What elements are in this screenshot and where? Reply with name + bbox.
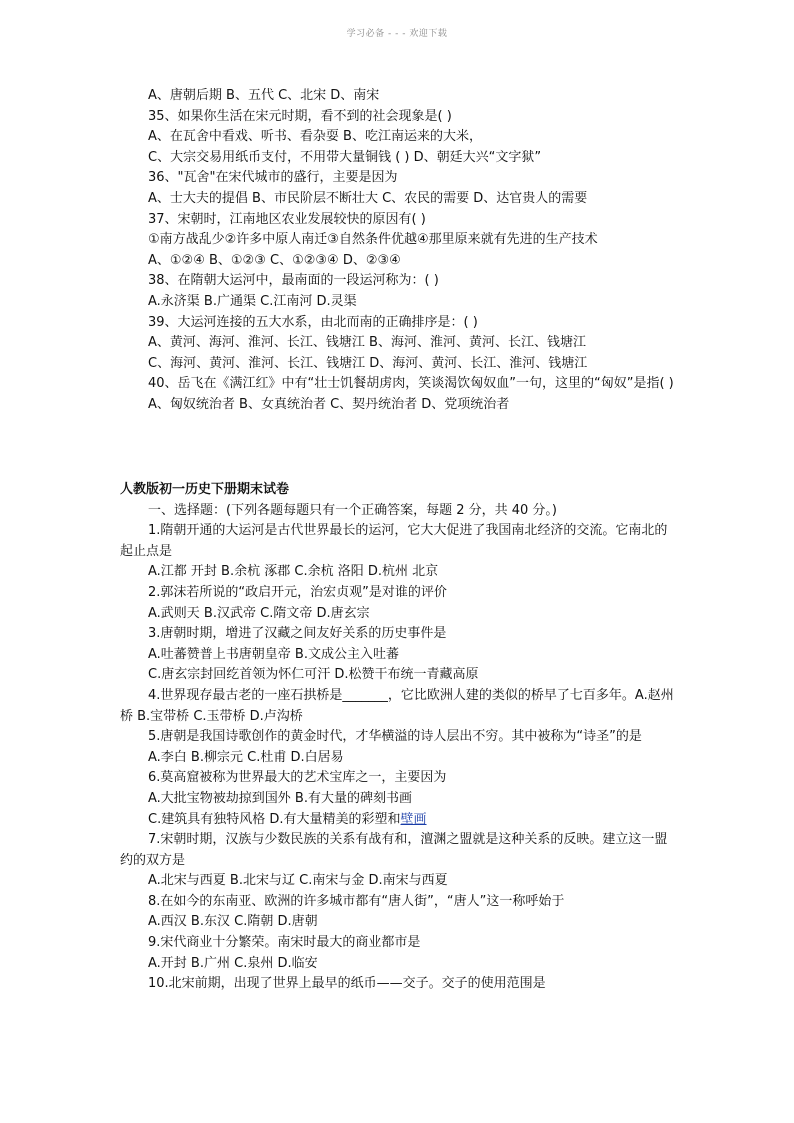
- q3-stem: 3.唐朝时期，增进了汉藏之间友好关系的历史事件是: [148, 626, 447, 642]
- q35-options-cd: C、大宗交易用纸币支付，不用带大量铜钱 ( ) D、朝廷大兴“文字狱”: [148, 149, 542, 165]
- q37-items: ①南方战乱少②许多中原人南迁③自然条件优越④那里原来就有先进的生产技术: [148, 232, 598, 248]
- q39-stem: 39、大运河连接的五大水系，由北而南的正确排序是：( ): [148, 314, 478, 330]
- q39-options-ab: A、黄河、海河、淮河、长江、钱塘江 B、海河、淮河、黄河、长江、钱塘江: [148, 335, 586, 351]
- q2-options: A.武则天 B.汉武帝 C.隋文帝 D.唐玄宗: [148, 605, 370, 621]
- q36-options: A、士大夫的提倡 B、市民阶层不断壮大 C、农民的需要 D、达官贵人的需要: [148, 190, 588, 206]
- q35-stem: 35、如果你生活在宋元时期，看不到的社会现象是( ): [148, 108, 452, 124]
- q5-options: A.李白 B.柳宗元 C.杜甫 D.白居易: [148, 749, 344, 765]
- page-header: 学习必备 - - - 欢迎下载: [346, 29, 448, 39]
- previous-questions: [120, 86, 680, 416]
- q5-stem: 5.唐朝是我国诗歌创作的黄金时代，才华横溢的诗人层出不穷。其中被称为“诗圣”的是: [148, 729, 642, 745]
- q37-options: A、①②④ B、①②③ C、①②③④ D、②③④: [148, 252, 401, 268]
- q3-options-cd: C.唐玄宗封回纥首领为怀仁可汗 D.松赞干布统一青藏高原: [148, 667, 479, 683]
- q34-options: A、唐朝后期 B、五代 C、北宋 D、南宋: [148, 88, 380, 103]
- q38-options: A.永济渠 B.广通渠 C.江南河 D.灵渠: [148, 293, 357, 309]
- mural-link[interactable]: 壁画: [400, 811, 427, 827]
- q35-options-ab: A、在瓦舍中看戏、听书、看杂耍 B、吃江南运来的大米，: [148, 129, 482, 145]
- q4-stem: 4.世界现存最古老的一座石拱桥是_______，它比欧洲人建的类似的桥早了七百多年。A.赵州桥 B.宝带桥 C.玉带桥 D.卢沟桥: [120, 687, 674, 724]
- q8-stem: 8.在如今的东南亚、欧洲的许多城市都有“唐人街”，“唐人”这一称呼始于: [148, 893, 565, 909]
- section-instructions: 一、选择题：(下列各题每题只有一个正确答案，每题 2 分，共 40 分。): [148, 502, 557, 518]
- q1-stem: 1.隋朝开通的大运河是古代世界最长的运河，它大大促进了我国南北经济的交流。它南北的起止点是: [120, 523, 668, 559]
- exam-section: [120, 480, 680, 995]
- q10-stem: 10.北宋前期，出现了世界上最早的纸币——交子。交子的使用范围是: [148, 976, 546, 992]
- q6-options-cd: [120, 810, 680, 831]
- q38-stem: 38、在隋朝大运河中，最南面的一段运河称为：( ): [148, 273, 439, 289]
- q7-options: A.北宋与西夏 B.北宋与辽 C.南宋与金 D.南宋与西夏: [148, 873, 448, 889]
- q8-options: A.西汉 B.东汉 C.隋朝 D.唐朝: [148, 914, 318, 930]
- q9-options: A.开封 B.广州 C.泉州 D.临安: [148, 955, 318, 971]
- q40-options: A、匈奴统治者 B、女真统治者 C、契丹统治者 D、党项统治者: [148, 396, 510, 412]
- q40-stem: 40、岳飞在《满江红》中有“壮士饥餐胡虏肉，笑谈渴饮匈奴血”一句，这里的“匈奴”是指( ): [148, 376, 674, 392]
- exam-title: 人教版初一历史下册期末试卷: [120, 482, 290, 497]
- q39-options-cd: C、海河、黄河、淮河、长江、钱塘江 D、海河、黄河、长江、淮河、钱塘江: [148, 355, 588, 371]
- q9-stem: 9.宋代商业十分繁荣。南宋时最大的商业都市是: [148, 935, 421, 951]
- q1-options: A.江都 开封 B.余杭 涿郡 C.余杭 洛阳 D.杭州 北京: [148, 564, 439, 580]
- q6-stem: 6.莫高窟被称为世界最大的艺术宝库之一，主要因为: [148, 770, 447, 786]
- q2-stem: 2.郭沫若所说的“政启开元，治宏贞观”是对谁的评价: [148, 584, 447, 600]
- q36-stem: 36、"瓦舍"在宋代城市的盛行，主要是因为: [148, 170, 398, 186]
- q37-stem: 37、宋朝时，江南地区农业发展较快的原因有( ): [148, 211, 426, 227]
- q3-options-ab: A.吐蕃赞普上书唐朝皇帝 B.文成公主入吐蕃: [148, 646, 399, 662]
- q7-stem: 7.宋朝时期，汉族与少数民族的关系有战有和，澶渊之盟就是这种关系的反映。建立这一盟约的双方是: [120, 832, 668, 868]
- q6-options-cd-text: C.建筑具有独特风格 D.有大量精美的彩塑和: [148, 811, 401, 827]
- q6-options-ab: A.大批宝物被劫掠到国外 B.有大量的碑刻书画: [148, 790, 412, 806]
